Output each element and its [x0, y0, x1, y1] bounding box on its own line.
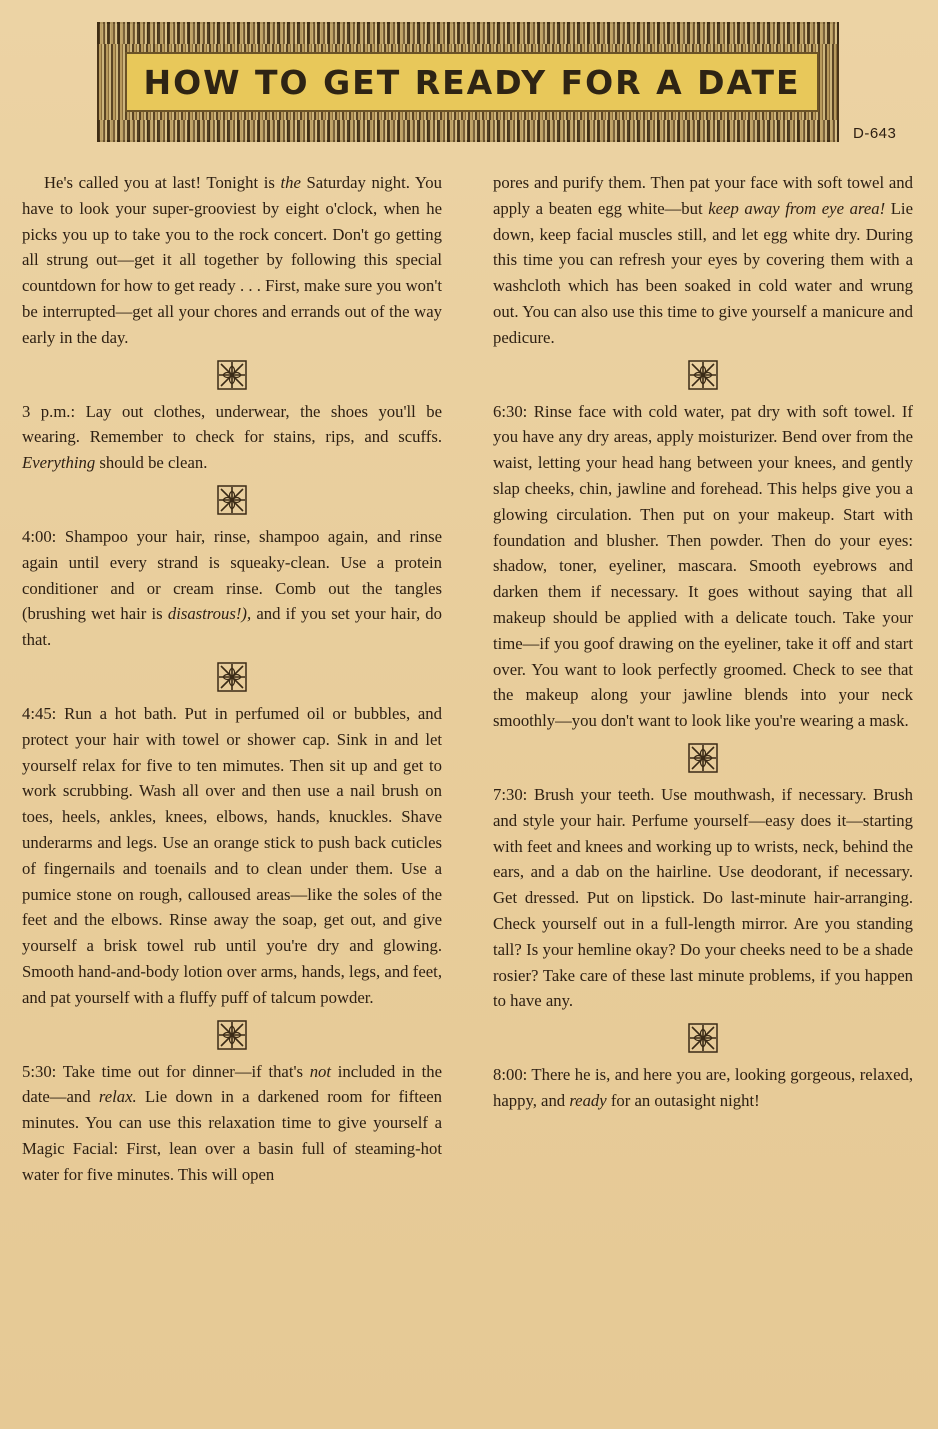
page-title: HOW TO GET READY FOR A DATE: [143, 62, 801, 102]
flourish-ornament-icon: [22, 476, 442, 524]
flourish-ornament-icon: [22, 351, 442, 399]
flourish-ornament-icon: [22, 653, 442, 701]
step-630-paragraph: 6:30: Rinse face with cold water, pat dry with soft towel. If you have any dry areas, apply moisturizer. Bend over from the waist, letting your head hang between your knees, and gently slap cheeks, chin, jawline and forehead. This helps give you a glowing circulation. Then put on your makeup. Start with foundation and blusher. Then powder. Then do your eyes: shadow, toner, eyeliner, mascara. Smooth eyebrows and darken them if necessary. It goes without saying that all makeup should be applied with a delicate touch. Take your time—if you goof drawing on the eyeliner, take it off and start over. You want to look perfectly groomed. Check to see that the makeup along your jawline blends into your neck smoothly—you don't want to look like you're wearing a mask.: [493, 401, 913, 731]
step-800-paragraph: 8:00: There he is, and here you are, looking gorgeous, relaxed, happy, and ready for an outasight night!: [493, 1065, 913, 1110]
left-column: [22, 170, 442, 1188]
step-3pm-paragraph: 3 p.m.: Lay out clothes, underwear, the shoes you'll be wearing. Remember to check for stains, rips, and scuffs. Everything should be clean.: [22, 401, 442, 473]
right-column: [493, 170, 913, 1114]
flourish-ornament-icon: [493, 734, 913, 782]
step-445-paragraph: 4:45: Run a hot bath. Put in perfumed oil or bubbles, and protect your hair with towel or shower cap. Sink in and let yourself relax for five to ten mimutes. Then sit up and get to work scrubbing. Wash all over and then use a nail brush on toes, heels, ankles, knees, elbows, hands, knuckles. Shave underarms and legs. Use an orange stick to push back cuticles of fingernails and toenails and to clean under them. Use a pumice stone on rough, calloused areas—like the soles of the feet and the elbows. Rinse away the soap, get out, and give yourself a brisk towel rub until you're dry and glowing. Smooth hand-and-body lotion over arms, hands, legs, and feet, and pat yourself with a fluffy puff of talcum powder.: [22, 703, 442, 1007]
flourish-ornament-icon: [493, 1014, 913, 1062]
title-plate: [125, 52, 819, 112]
intro-paragraph: He's called you at last! Tonight is the Saturday night. You have to look your super-grooviest by eight o'clock, when he picks you up to take you to the rock concert. Don't go getting all strung out—get it all together by following this special countdown for how to get ready . . . First, make sure you won't be interrupted—get all your chores and errands out of the way early in the day.: [22, 173, 442, 347]
flourish-ornament-icon: [22, 1011, 442, 1059]
step-400-paragraph: 4:00: Shampoo your hair, rinse, shampoo again, and rinse again until every strand is squeaky-clean. Use a protein conditioner and or cream rinse. Comb out the tangles (brushing wet hair is disastrous!), and if you set your hair, do that.: [22, 526, 442, 650]
page-code: D-643: [853, 125, 897, 142]
title-banner: [97, 22, 839, 142]
flourish-ornament-icon: [493, 351, 913, 399]
step-530-paragraph: 5:30: Take time out for dinner—if that's not included in the date—and relax. Lie down in a darkened room for fifteen minutes. You can use this relaxation time to give yourself a Magic Facial: First, lean over a basin full of steaming-hot water for five minutes. This will open: [22, 1061, 442, 1184]
step-730-paragraph: 7:30: Brush your teeth. Use mouthwash, if necessary. Brush and style your hair. Perfume yourself—easy does it—starting with feet and knees and working up to wrists, neck, behind the ears, and a dab on the hairline. Use deodorant, if necessary. Get dressed. Put on lipstick. Do last-minute hair-arranging. Check yourself out in a full-length mirror. Are you standing tall? Is your hemline okay? Do your cheeks need to be a shade rosier? Take care of these last minute problems, if you happen to have any.: [493, 784, 913, 1011]
continued-paragraph: pores and purify them. Then pat your face with soft towel and apply a beaten egg white—but keep away from eye area! Lie down, keep facial muscles still, and let egg white dry. During this time you can refresh your eyes by covering them with a washcloth which has been soaked in cold water and wrung out. You can also use this time to give yourself a manicure and pedicure.: [493, 173, 913, 347]
